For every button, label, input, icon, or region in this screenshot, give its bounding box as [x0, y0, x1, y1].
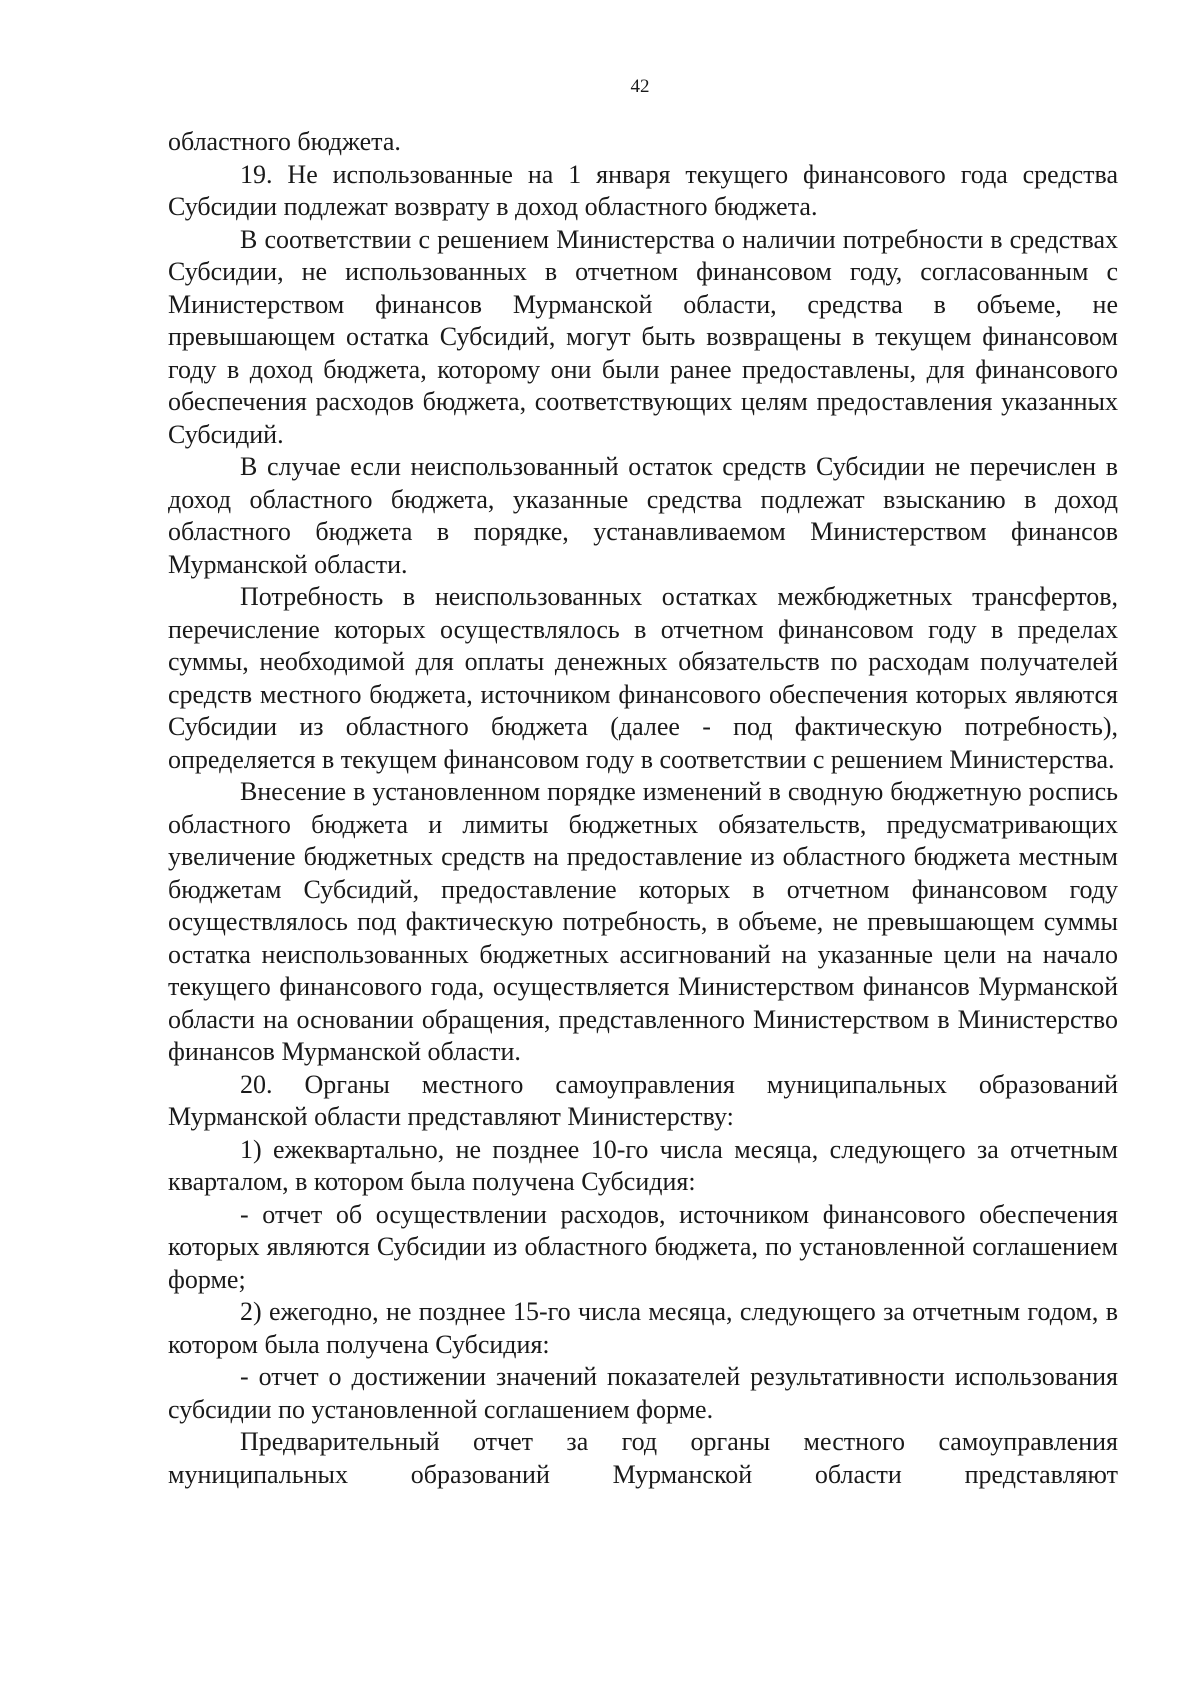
paragraph-return-of-funds: В соответствии с решением Министерства о наличии потребности в средствах Субсидии, не использованных в отчетном финансовом году, согласованным с Министерством финансов Мурманской области, средства в объеме, не превышающем остатка Субсидий, могут быть возвращены в текущем финансовом году в доход бюджета, которому они были ранее предоставлены, для финансового обеспечения расходов бюджета, соответствующих целям предоставления указанных Субсидий. — [168, 224, 1118, 449]
document-body — [168, 126, 1118, 1491]
paragraph-item-20: 20. Органы местного самоуправления муниципальных образований Мурманской области представляют Министерству: — [168, 1069, 1118, 1131]
paragraph-preliminary-report: Предварительный отчет за год органы местного самоуправления муниципальных образований Мурманской области представляют — [168, 1427, 1118, 1489]
paragraph-expense-report: - отчет об осуществлении расходов, источником финансового обеспечения которых являются Субсидии из областного бюджета, по установленной соглашением форме; — [168, 1199, 1118, 1294]
paragraph-continuation: областного бюджета. — [168, 127, 401, 156]
paragraph-budget-changes: Внесение в установленном порядке изменений в сводную бюджетную роспись областного бюджета и лимиты бюджетных обязательств, предусматривающих увеличение бюджетных средств на предоставление из областного бюджета местным бюджетам Субсидий, предоставление которых в отчетном финансовом году осуществлялось под фактическую потребность, в объеме, не превышающем суммы остатка неиспользованных бюджетных ассигнований на указанные цели на начало текущего финансового года, осуществляется Министерством финансов Мурманской области на основании обращения, представленного Министерством в Министерство финансов Мурманской области. — [168, 777, 1118, 1066]
paragraph-quarterly: 1) ежеквартально, не позднее 10-го числа месяца, следующего за отчетным кварталом, в котором была получена Субсидия: — [168, 1134, 1118, 1196]
paragraph-need-determination: Потребность в неиспользованных остатках межбюджетных трансфертов, перечисление которых осуществлялось в отчетном финансовом году в пределах суммы, необходимой для оплаты денежных обязательств по расходам получателей средств местного бюджета, источником финансового обеспечения которых являются Субсидии из областного бюджета (далее - под фактическую потребность), определяется в текущем финансовом году в соответствии с решением Министерства. — [168, 582, 1118, 774]
paragraph-performance-report: - отчет о достижении значений показателей результативности использования субсидии по установленной соглашением форме. — [168, 1362, 1118, 1424]
page-number: 42 — [630, 76, 650, 97]
paragraph-item-19: 19. Не использованные на 1 января текущего финансового года средства Субсидии подлежат возврату в доход областного бюджета. — [168, 159, 1118, 221]
paragraph-recovery: В случае если неиспользованный остаток средств Субсидии не перечислен в доход областного бюджета, указанные средства подлежат взысканию в доход областного бюджета в порядке, устанавливаемом Министерством финансов Мурманской области. — [168, 452, 1118, 579]
paragraph-annually: 2) ежегодно, не позднее 15-го числа месяца, следующего за отчетным годом, в котором была получена Субсидия: — [168, 1297, 1118, 1359]
